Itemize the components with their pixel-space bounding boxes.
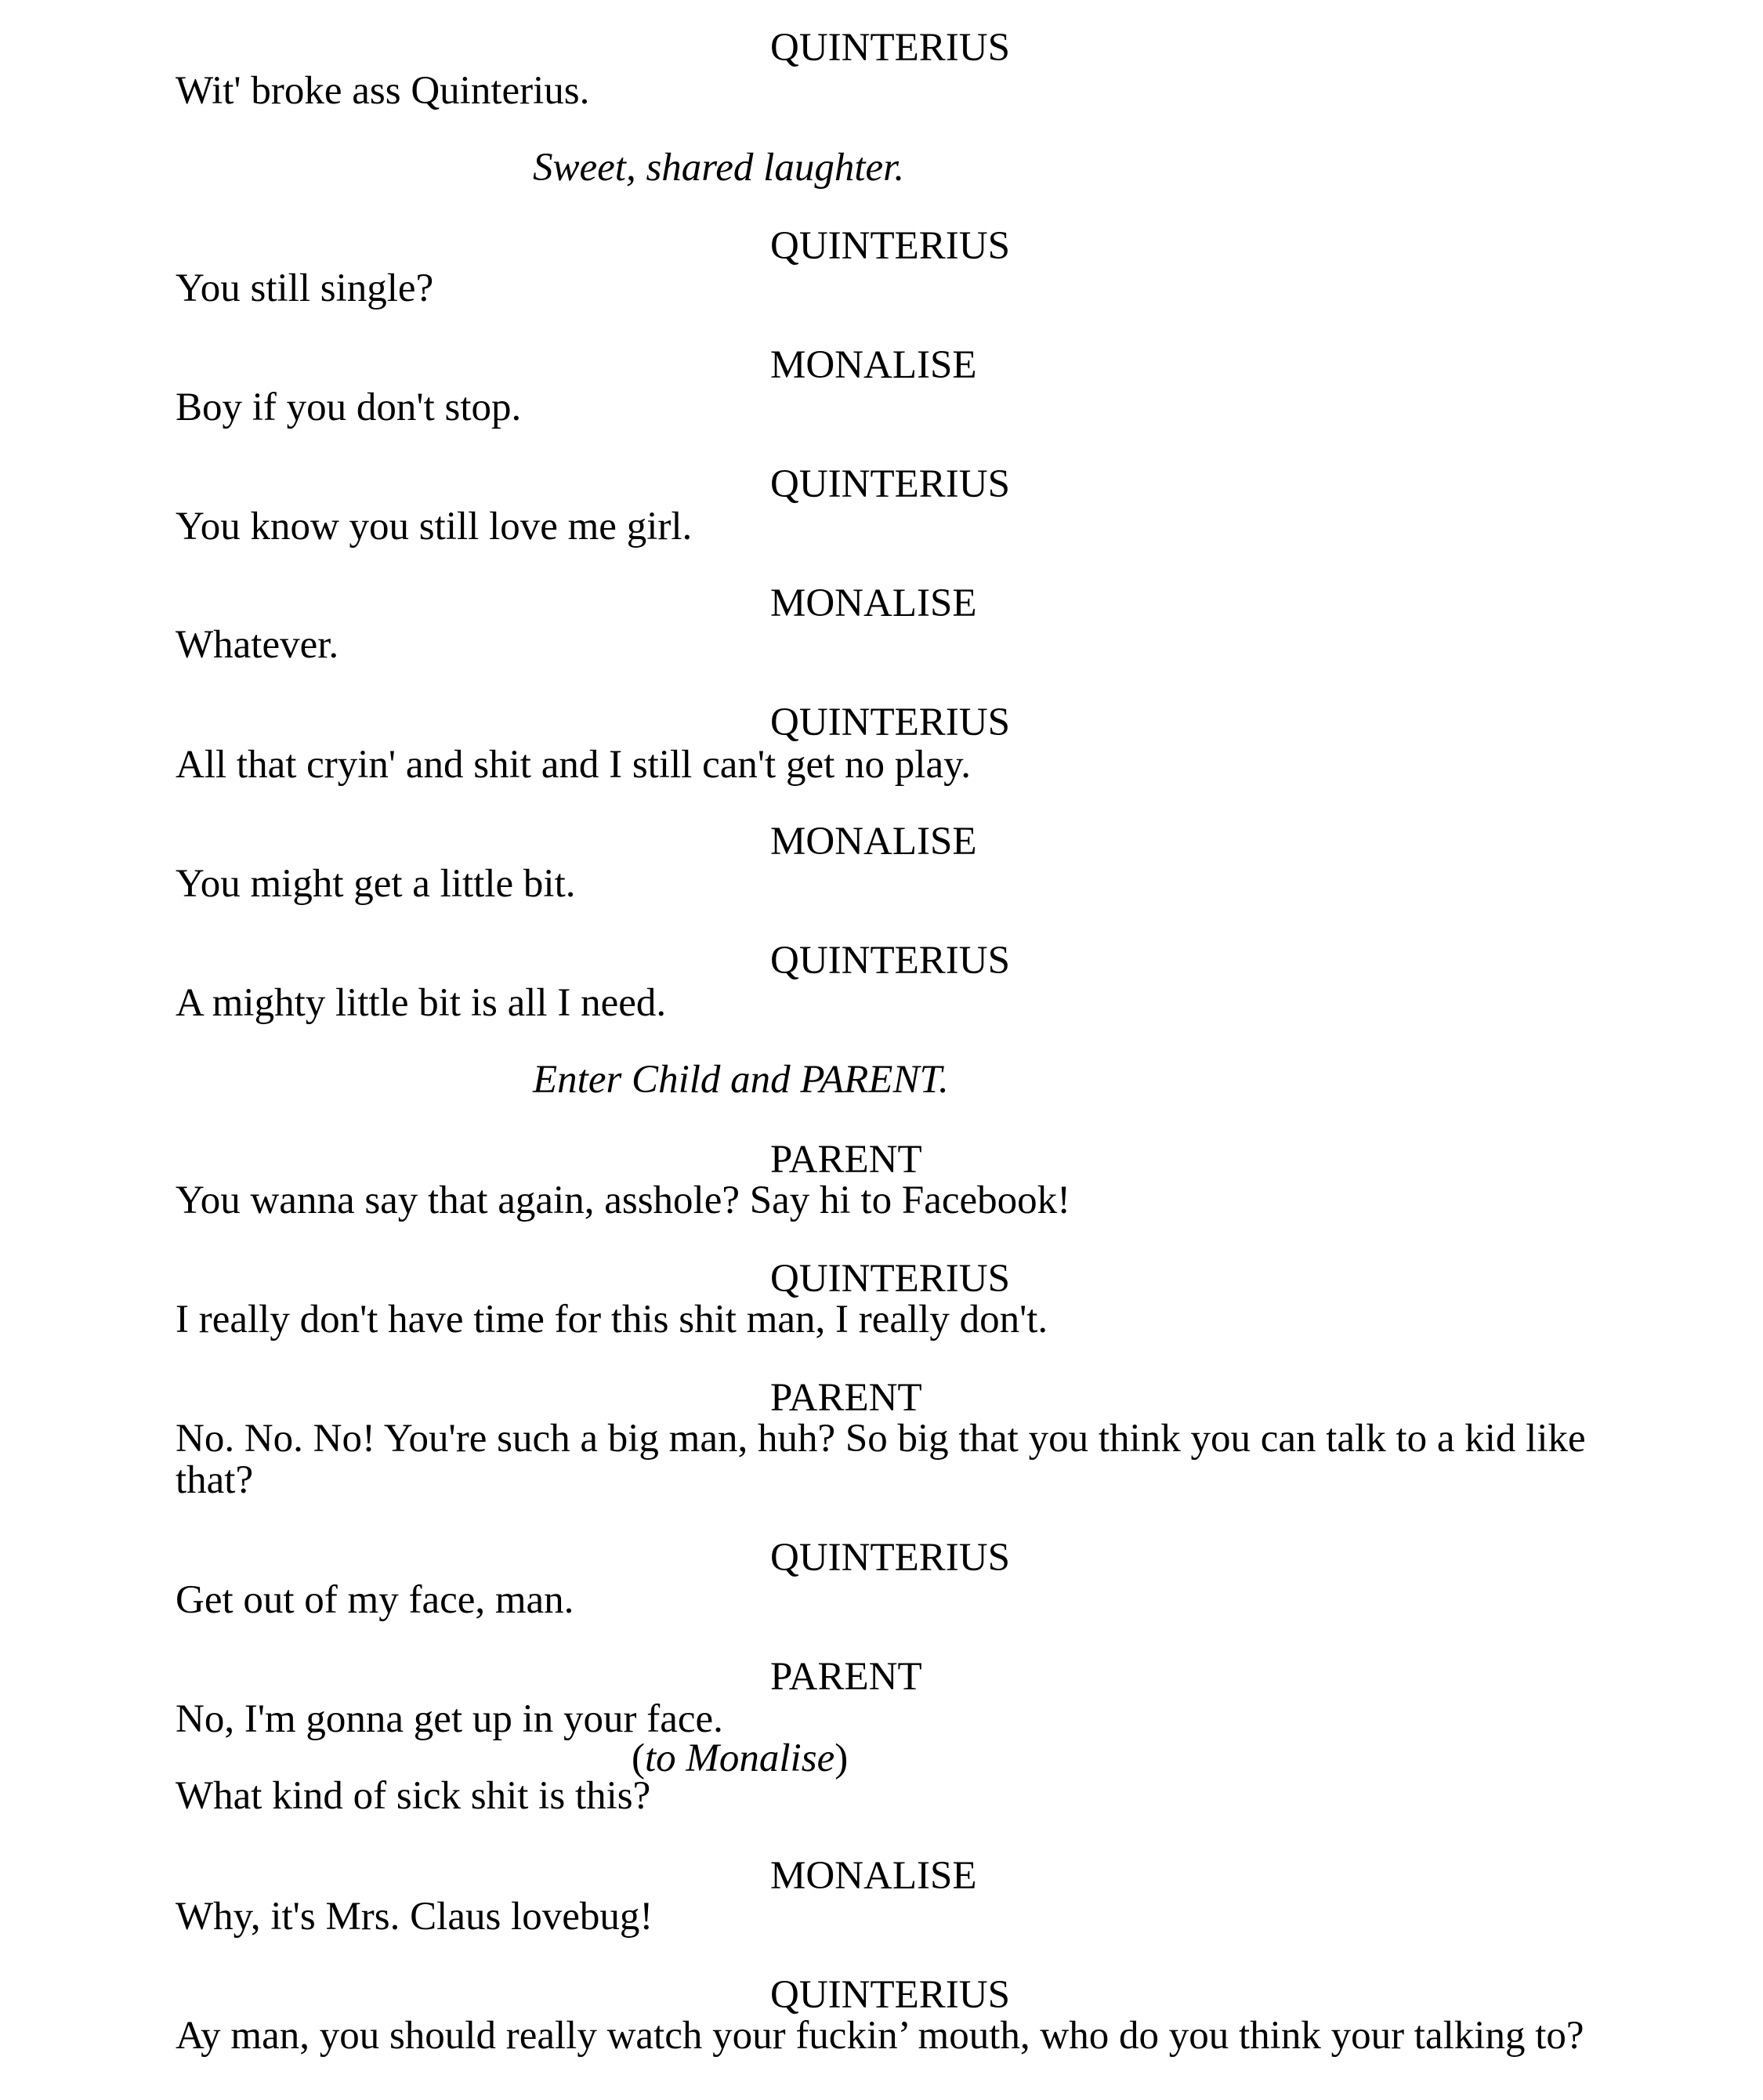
stage-direction: Sweet, shared laughter. bbox=[533, 146, 905, 190]
dialogue-line: All that cryin' and shit and I still can't get no play. bbox=[176, 743, 972, 787]
parenthetical: (to Monalise) bbox=[632, 1736, 849, 1780]
dialogue-line: You still single? bbox=[176, 266, 434, 310]
dialogue-line: You wanna say that again, asshole? Say hi to Facebook! bbox=[176, 1179, 1071, 1222]
speaker-name: MONALISE bbox=[770, 820, 977, 864]
speaker-name: MONALISE bbox=[770, 581, 977, 625]
speaker-name: MONALISE bbox=[770, 1854, 977, 1898]
dialogue-line: Wit' broke ass Quinterius. bbox=[176, 69, 590, 113]
speaker-name: QUINTERIUS bbox=[770, 701, 1010, 744]
stage-direction: Enter Child and PARENT. bbox=[533, 1058, 949, 1102]
speaker-name: QUINTERIUS bbox=[770, 939, 1010, 983]
dialogue-line: No, I'm gonna get up in your face. bbox=[176, 1697, 723, 1741]
dialogue-line: What kind of sick shit is this? bbox=[176, 1774, 651, 1818]
dialogue-line: No. No. No! You're such a big man, huh? So big that you think you can talk to a kid like that? bbox=[176, 1417, 1586, 1502]
speaker-name: MONALISE bbox=[770, 343, 977, 387]
dialogue-line: Why, it's Mrs. Claus lovebug! bbox=[176, 1895, 653, 1939]
speaker-name: QUINTERIUS bbox=[770, 462, 1010, 506]
speaker-name: PARENT bbox=[770, 1376, 922, 1420]
dialogue-line: Whatever. bbox=[176, 623, 339, 667]
speaker-name: QUINTERIUS bbox=[770, 224, 1010, 268]
speaker-name: QUINTERIUS bbox=[770, 1257, 1010, 1301]
dialogue-line: A mighty little bit is all I need. bbox=[176, 981, 667, 1025]
dialogue-line: You might get a little bit. bbox=[176, 862, 576, 906]
speaker-name: PARENT bbox=[770, 1138, 922, 1182]
dialogue-line: You know you still love me girl. bbox=[176, 505, 693, 549]
speaker-name: QUINTERIUS bbox=[770, 1973, 1010, 2017]
speaker-name: QUINTERIUS bbox=[770, 1536, 1010, 1580]
speaker-name: QUINTERIUS bbox=[770, 26, 1010, 70]
dialogue-line: Get out of my face, man. bbox=[176, 1578, 574, 1622]
dialogue-line: Boy if you don't stop. bbox=[176, 386, 522, 429]
parenthetical-text: to Monalise bbox=[644, 1736, 835, 1780]
speaker-name: PARENT bbox=[770, 1655, 922, 1699]
dialogue-line: I really don't have time for this shit man, I really don't. bbox=[176, 1298, 1048, 1341]
dialogue-line: Ay man, you should really watch your fuckin’ mouth, who do you think your talking to? bbox=[176, 2014, 1584, 2058]
